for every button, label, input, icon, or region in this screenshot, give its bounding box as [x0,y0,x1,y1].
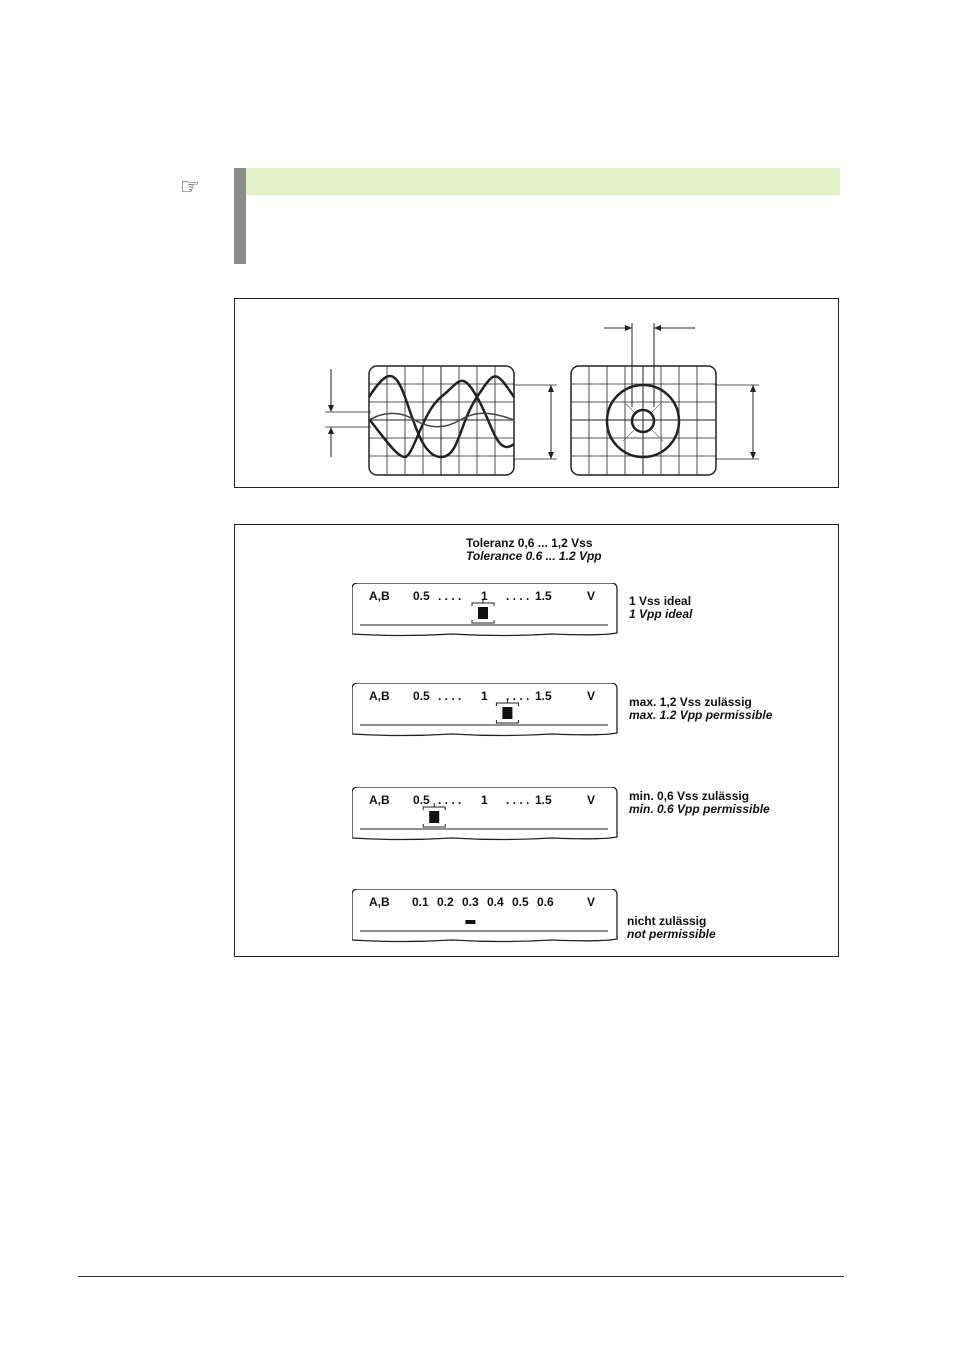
footer-rule [78,1276,844,1277]
panel-caption [627,915,716,941]
meter-panel [352,683,617,738]
caption-en: not permissible [627,927,716,941]
indicator-block [429,811,439,823]
scale-tick-label: . . . . [438,689,462,703]
scale-tick-label: . . . . [506,793,530,807]
note-side-bar [234,168,246,264]
scale-tick-label: 1 [481,589,488,603]
tolerance-title-de: Toleranz 0,6 ... 1,2 Vss [466,536,593,550]
scale-tick-label: 1.5 [535,589,552,603]
scale-tick-label: 0.5 [512,895,529,909]
oscilloscope-diagram [235,299,837,486]
panel-caption [629,696,772,722]
scale-tick-label: . . . . [438,793,462,807]
scale-tick-label: . . . . [506,689,530,703]
scale-tick-label: 1.5 [535,793,552,807]
panel-caption [629,595,692,621]
panel-caption [629,790,770,816]
scale-tick-label: 1 [481,793,488,807]
channel-label: A,B [369,689,390,703]
scale-tick-label: . . . . [438,589,462,603]
scale-tick-label: 1.5 [535,689,552,703]
channel-label: A,B [369,895,390,909]
sine-screen [325,366,557,475]
channel-label: A,B [369,793,390,807]
scale-tick-label: 1 [481,689,488,703]
scale-tick-label: 0.5 [413,689,430,703]
tolerance-figure [234,524,839,957]
scale-tick-label: 0.5 [413,793,430,807]
caption-de: 1 Vss ideal [629,594,692,608]
unit-label: V [587,793,596,807]
scale-tick-label: . . . . [506,589,530,603]
indicator-bar [465,920,475,924]
scale-tick-label: 0.6 [537,895,554,909]
tolerance-title-en: Tolerance 0.6 ... 1.2 Vpp [466,549,602,563]
indicator-block [478,607,488,619]
indicator-block [502,707,512,719]
scale-tick-label: 0.3 [462,895,479,909]
caption-de: nicht zulässig [627,914,707,928]
oscilloscope-figure [234,298,839,488]
unit-label: V [587,589,596,603]
note-header [246,168,840,195]
scale-tick-label: 0.5 [413,589,430,603]
caption-en: max. 1.2 Vpp permissible [629,708,773,722]
meter-panel [352,583,617,638]
scale-tick-label: 0.4 [487,895,504,909]
meter-panel [352,889,617,944]
pointing-hand-icon: ☞ [180,174,200,199]
unit-label: V [587,895,596,909]
caption-en: 1 Vpp ideal [629,607,693,621]
caption-en: min. 0.6 Vpp permissible [629,802,770,816]
channel-label: A,B [369,589,390,603]
scale-tick-label: 0.2 [437,895,454,909]
meter-panel [352,787,617,842]
caption-de: min. 0,6 Vss zulässig [629,789,750,803]
meter-outline [352,889,618,949]
unit-label: V [587,689,596,703]
caption-de: max. 1,2 Vss zulässig [629,695,752,709]
lissajous-screen [571,323,759,475]
tolerance-title [466,537,602,563]
scale-tick-label: 0.1 [412,895,429,909]
